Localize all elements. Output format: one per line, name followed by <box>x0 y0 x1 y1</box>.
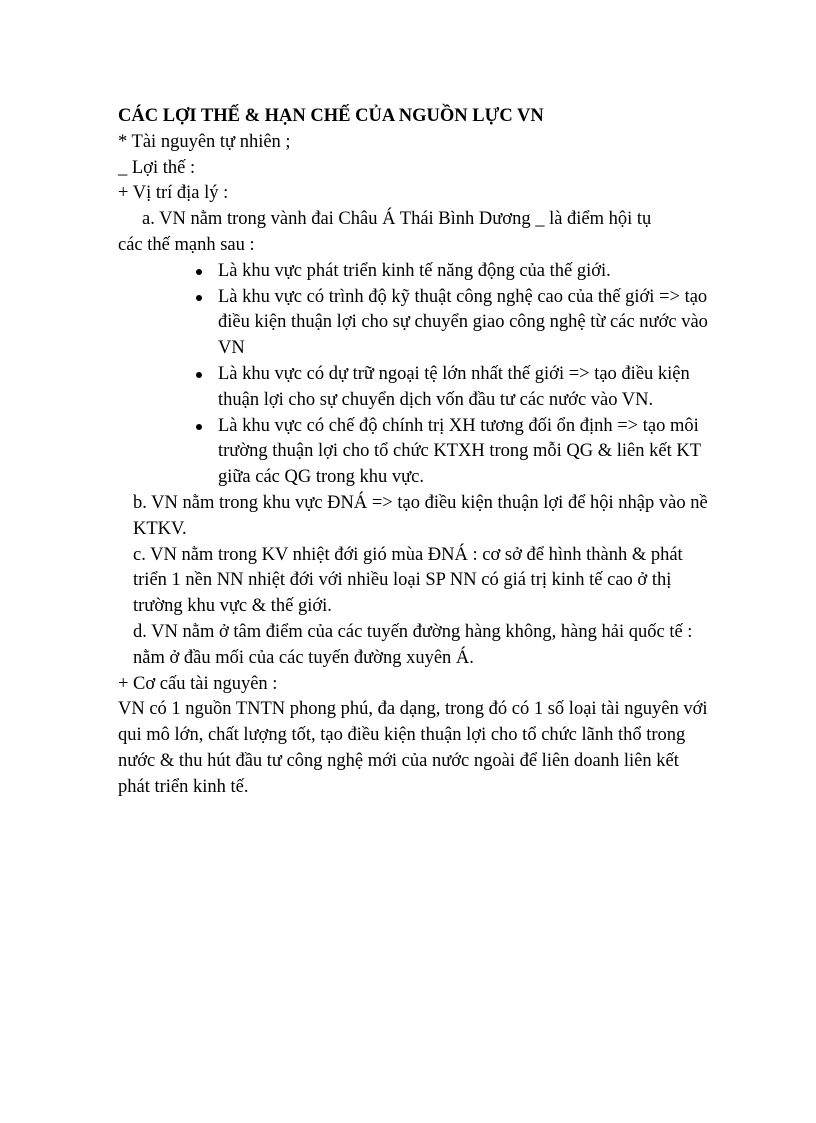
list-item-text: Là khu vực phát triển kinh tế năng động của thế giới. <box>218 260 611 281</box>
point-c: c. VN nằm trong KV nhiệt đới gió mùa ĐNÁ : cơ sở để hình thành & phát triển 1 nền NN nhiệt đới với nhiều loại SP NN có giá trị kinh tế cao ở thị trường khu vực & thế giới. <box>133 544 683 617</box>
list-item <box>196 414 708 491</box>
section-natural-resources: * Tài nguyên tự nhiên ; <box>118 131 291 152</box>
bullet-icon <box>196 424 202 430</box>
list-item <box>196 285 708 362</box>
location-label: + Vị trí địa lý : <box>118 183 229 204</box>
advantages-label: _ Lợi thế : <box>118 157 196 178</box>
point-a-continuation: các thế mạnh sau : <box>118 234 255 255</box>
bullet-icon <box>196 295 202 301</box>
list-item-text: Là khu vực có dự trữ ngoại tệ lớn nhất thế giới => tạo điều kiện thuận lợi cho sự chuyển dịch vốn đầu tư các nước vào VN. <box>218 363 690 410</box>
list-item <box>196 259 708 285</box>
document-body <box>118 104 708 801</box>
point-b: b. VN nằm trong khu vực ĐNÁ => tạo điều kiện thuận lợi để hội nhập vào nề KTKV. <box>133 492 708 539</box>
point-d: d. VN nằm ở tâm điểm của các tuyến đường hàng không, hàng hải quốc tế : nằm ở đầu mối của các tuyến đường xuyên Á. <box>133 621 693 668</box>
resource-structure-text: VN có 1 nguồn TNTN phong phú, đa dạng, trong đó có 1 số loại tài nguyên với qui mô lớn, chất lượng tốt, tạo điều kiện thuận lợi cho tổ chức lãnh thổ trong nước & thu hút đầu tư công nghệ mới của nước ngoài để liên doanh liên kết phát triển kinh tế. <box>118 699 708 797</box>
list-item <box>196 362 708 414</box>
list-item-text: Là khu vực có trình độ kỹ thuật công nghệ cao của thế giới => tạo điều kiện thuận lợi cho sự chuyển giao công nghệ từ các nước vào VN <box>218 286 708 359</box>
point-a: a. VN nằm trong vành đai Châu Á Thái Bình Dương _ là điểm hội tụ <box>142 209 652 230</box>
document-title: CÁC LỢI THẾ & HẠN CHẾ CỦA NGUỒN LỰC VN <box>118 106 544 126</box>
bullet-icon <box>196 269 202 275</box>
resource-structure-label: + Cơ cấu tài nguyên : <box>118 673 278 694</box>
list-item-text: Là khu vực có chế độ chính trị XH tương đối ổn định => tạo môi trường thuận lợi cho tổ chức KTXH trong mỗi QG & liên kết KT giữa các QG trong khu vực. <box>218 415 701 488</box>
advantages-bullet-list <box>118 259 708 491</box>
bullet-icon <box>196 372 202 378</box>
